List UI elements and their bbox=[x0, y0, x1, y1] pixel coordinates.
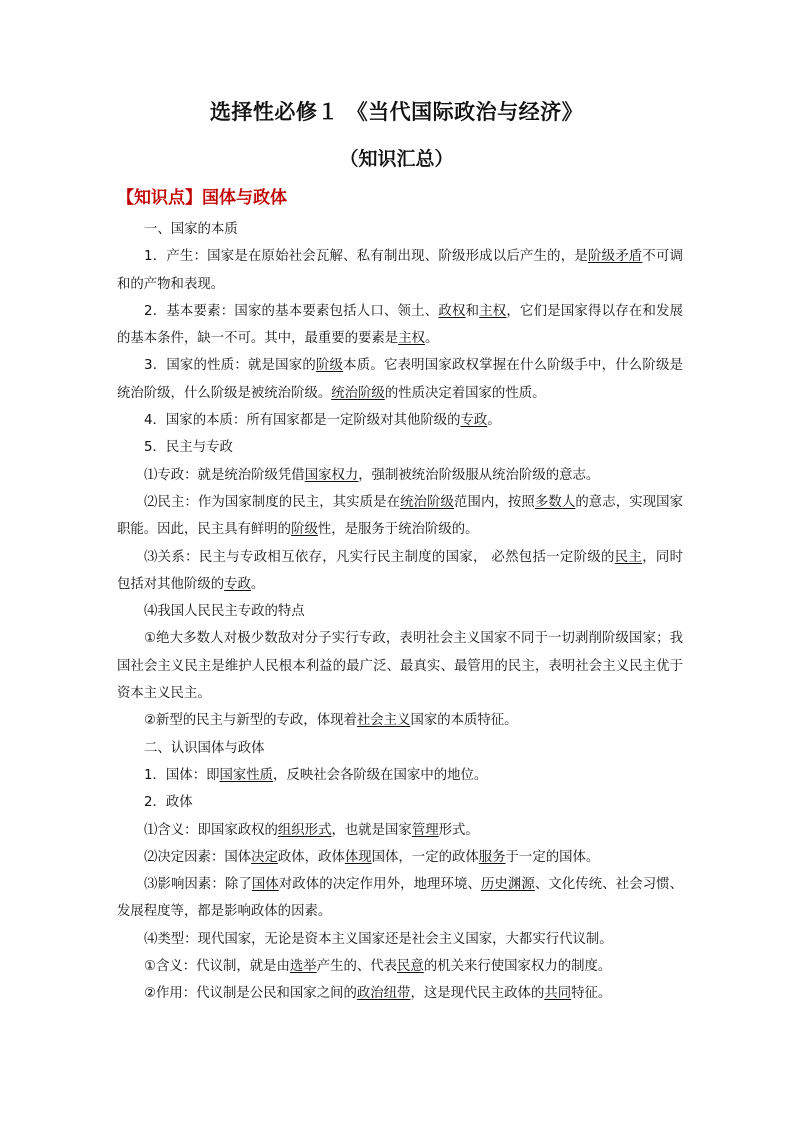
text-run: ⑵民主：作为国家制度的民主，其实质是在 bbox=[144, 494, 401, 510]
text-run: ⑶关系：民主与专政相互依存，凡实行民主制度的国家， 必然包括一定阶级的 bbox=[144, 549, 615, 565]
paragraph bbox=[117, 625, 683, 707]
text-run: 范围内，按照 bbox=[454, 494, 535, 510]
underlined-term: 统治阶级 bbox=[331, 385, 385, 401]
text-run: 。 bbox=[250, 576, 265, 592]
text-run: 性，是服务于统治阶级的。 bbox=[317, 522, 479, 538]
text-run: 本质。它表明国家政权掌握在什么阶级手中，什么阶级是统治阶级，什么阶级是被统治阶级。 bbox=[117, 358, 684, 401]
paragraph bbox=[117, 817, 683, 844]
paragraph bbox=[117, 352, 683, 407]
text-run: 和 bbox=[465, 303, 480, 319]
underlined-term: 主权 bbox=[398, 331, 425, 347]
text-run: ，强制被统治阶级服从统治阶级的意志。 bbox=[358, 467, 600, 483]
paragraph bbox=[117, 735, 683, 762]
text-run: ⑷我国人民民主专政的特点 bbox=[144, 604, 305, 620]
text-run: 特征。 bbox=[571, 986, 612, 1002]
underlined-term: 阶级 bbox=[315, 358, 344, 374]
text-run: 5．民主与专政 bbox=[144, 440, 233, 456]
underlined-term: 民主 bbox=[614, 549, 643, 565]
paragraph bbox=[117, 243, 683, 298]
underlined-term: 统治阶级 bbox=[400, 494, 454, 510]
text-run: ⑴含义：即国家政权的 bbox=[144, 822, 278, 838]
paragraph bbox=[117, 871, 683, 926]
text-run: ⑷类型：现代国家，无论是资本主义国家还是社会主义国家，大都实行代议制。 bbox=[144, 931, 613, 947]
text-run: 一、国家的本质 bbox=[144, 222, 238, 237]
underlined-term: 国体 bbox=[251, 877, 279, 893]
text-run: ，这是现代民主政体的 bbox=[410, 986, 545, 1002]
underlined-term: 服务 bbox=[478, 849, 506, 865]
underlined-term: 组织形式 bbox=[277, 822, 332, 838]
paragraph bbox=[117, 980, 683, 1007]
underlined-term: 历史渊源 bbox=[480, 877, 535, 893]
paragraph bbox=[117, 462, 683, 489]
text-run: 的机关来行使国家权力的制度。 bbox=[423, 959, 612, 975]
paragraph bbox=[117, 762, 683, 789]
paragraph bbox=[117, 489, 683, 544]
paragraph bbox=[117, 707, 683, 734]
paragraph bbox=[117, 926, 683, 953]
text-run: ⑵决定因素：国体 bbox=[144, 849, 252, 865]
underlined-term: 国家性质 bbox=[219, 767, 274, 783]
text-run: 产生的、代表 bbox=[316, 959, 398, 975]
text-run: ，它们是国家得以存在和发展的基本条件，缺一不可。其中，最重要的要素是 bbox=[117, 303, 684, 347]
paragraph bbox=[117, 434, 683, 461]
paragraph bbox=[117, 216, 683, 243]
section-heading: 【知识点】国体与政体 bbox=[117, 188, 287, 208]
text-run: 的意志，实现国家职能。因此，民主具有鲜明的 bbox=[117, 494, 684, 538]
paragraph bbox=[117, 844, 683, 871]
text-run: ①含义：代议制，就是由 bbox=[144, 959, 290, 975]
text-run: 。 bbox=[424, 331, 439, 347]
text-run: 不可调和的产物和表现。 bbox=[117, 249, 684, 292]
document-title: 选择性必修１ 《当代国际政治与经济》 bbox=[209, 99, 584, 124]
text-run: 政体，政体 bbox=[277, 849, 345, 865]
underlined-term: 选举 bbox=[289, 959, 317, 975]
text-run: ②新型的民主与新型的专政，体现着 bbox=[144, 713, 357, 729]
text-run: 2．基本要素：国家的基本要素包括人口、领土、 bbox=[144, 303, 439, 319]
text-run: 形式。 bbox=[438, 822, 479, 838]
paragraph bbox=[117, 298, 683, 353]
text-run: 对政体的决定作用外，地理环境、 bbox=[278, 877, 481, 893]
text-run: 2．政体 bbox=[144, 795, 193, 811]
text-run: 国体，一定的政体 bbox=[371, 849, 479, 865]
underlined-term: 政权 bbox=[438, 303, 466, 319]
underlined-term: 专政 bbox=[460, 413, 488, 429]
underlined-term: 决定 bbox=[251, 849, 278, 865]
text-run: 国家的本质特征。 bbox=[410, 713, 518, 729]
underlined-term: 多数人 bbox=[534, 494, 576, 510]
text-run: ，同时包括对其他阶级的 bbox=[117, 549, 684, 592]
underlined-term: 阶级矛盾 bbox=[588, 249, 643, 265]
paragraph bbox=[117, 953, 683, 980]
text-run: ⑴专政：就是统治阶级凭借 bbox=[144, 467, 305, 483]
text-run: ，也就是国家 bbox=[331, 822, 412, 838]
underlined-term: 国家权力 bbox=[304, 467, 359, 483]
text-run: 。 bbox=[487, 413, 501, 429]
underlined-term: 管理 bbox=[411, 822, 439, 838]
paragraph bbox=[117, 544, 683, 599]
document-body bbox=[117, 216, 683, 1008]
text-run: 的性质决定着国家的性质。 bbox=[384, 385, 546, 401]
underlined-term: 主权 bbox=[479, 303, 507, 319]
paragraph bbox=[117, 598, 683, 625]
underlined-term: 体现 bbox=[344, 849, 372, 865]
paragraph bbox=[117, 407, 683, 434]
underlined-term: 共同 bbox=[544, 986, 572, 1002]
text-run: 3．国家的性质：就是国家的 bbox=[144, 358, 316, 374]
document-subtitle: （知识汇总） bbox=[339, 148, 454, 170]
underlined-term: 民意 bbox=[397, 959, 424, 975]
text-run: 4．国家的本质：所有国家都是一定阶级对其他阶级的 bbox=[144, 413, 461, 429]
text-run: 1．国体：即 bbox=[144, 767, 220, 783]
text-run: ①绝大多数人对极少数敌对分子实行专政，表明社会主义国家不同于一切剥削阶级国家；我国社会主义民主是维护人民根本利益的最广泛、最真实、最管用的民主，表明社会主义民主优于资本主义民主。 bbox=[117, 631, 683, 702]
underlined-term: 社会主义 bbox=[356, 713, 411, 729]
text-run: 于一定的国体。 bbox=[505, 849, 600, 865]
text-run: ，反映社会各阶级在国家中的地位。 bbox=[273, 767, 488, 783]
text-run: 二、认识国体与政体 bbox=[144, 740, 265, 756]
text-run: 1．产生：国家是在原始社会瓦解、私有制出现、阶级形成以后产生的，是 bbox=[144, 249, 588, 265]
text-run: ②作用：代议制是公民和国家之间的 bbox=[144, 986, 357, 1002]
text-run: ⑶影响因素：除了 bbox=[144, 877, 252, 893]
paragraph bbox=[117, 789, 683, 816]
underlined-term: 政治纽带 bbox=[356, 986, 411, 1002]
underlined-term: 阶级 bbox=[291, 522, 318, 538]
text-run: 、文化传统、社会习惯、发展程度等，都是影响政体的因素。 bbox=[117, 877, 684, 920]
underlined-term: 专政 bbox=[224, 576, 251, 592]
